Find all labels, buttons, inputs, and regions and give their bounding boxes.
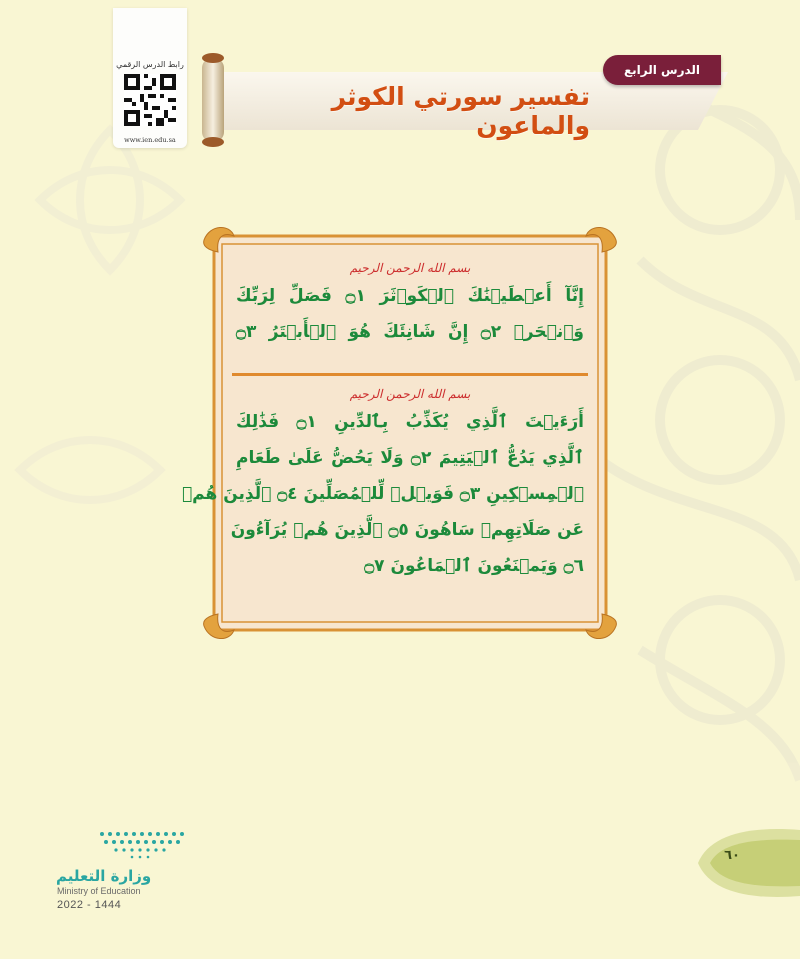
qr-label: رابط الدرس الرقمي	[116, 60, 184, 69]
verse-line: ٱلَّذِي يَدُعُّ ٱلۡيَتِيمَ ۝٢ وَلَا يَحُضُّ عَلَىٰ طَعَامِ	[236, 448, 584, 468]
qr-card[interactable]	[113, 8, 187, 148]
verse-line: ٱلۡمِسۡكِينِ ۝٣ فَوَيۡلٞ لِّلۡمُصَلِّينَ ۝٤ ٱلَّذِينَ هُمۡ	[181, 484, 584, 504]
page-number: ٦٠	[724, 848, 740, 863]
verse-line: ۝٦ وَيَمۡنَعُونَ ٱلۡمَاعُونَ ۝٧	[364, 556, 584, 576]
verse-line: أَرَءَيۡتَ ٱلَّذِي يُكَذِّبُ بِٱلدِّينِ ۝١ فَذَٰلِكَ	[236, 412, 584, 432]
surah-divider	[232, 373, 588, 376]
verse-line: وَٱنۡحَرۡ ۝٢ إِنَّ شَانِئَكَ هُوَ ٱلۡأَبۡتَرُ ۝٣	[236, 322, 584, 342]
page-number-leaf-icon	[690, 826, 800, 900]
qr-url[interactable]: www.ien.edu.sa	[124, 136, 176, 144]
ministry-name-en: Ministry of Education	[57, 886, 141, 896]
basmala: بسم الله الرحمن الرحيم	[349, 261, 471, 275]
verse-line: إِنَّآ أَعۡطَيۡنَٰكَ ٱلۡكَوۡثَرَ ۝١ فَصَلِّ لِرَبِّكَ	[236, 286, 584, 306]
lesson-title: تفسير سورتي الكوثر والماعون	[331, 82, 590, 140]
edition-year: 2022 - 1444	[57, 899, 122, 911]
verse-line: عَن صَلَاتِهِمۡ سَاهُونَ ۝٥ ٱلَّذِينَ هُمۡ يُرَآءُونَ	[230, 520, 584, 540]
surah-kawthar	[232, 258, 588, 350]
surah-maun	[181, 384, 588, 584]
ministry-name-ar: وزارة التعليم	[56, 867, 152, 885]
basmala: بسم الله الرحمن الرحيم	[349, 387, 471, 401]
lesson-number-tab: الدرس الرابع	[603, 55, 721, 85]
qr-code-icon[interactable]	[124, 74, 176, 126]
